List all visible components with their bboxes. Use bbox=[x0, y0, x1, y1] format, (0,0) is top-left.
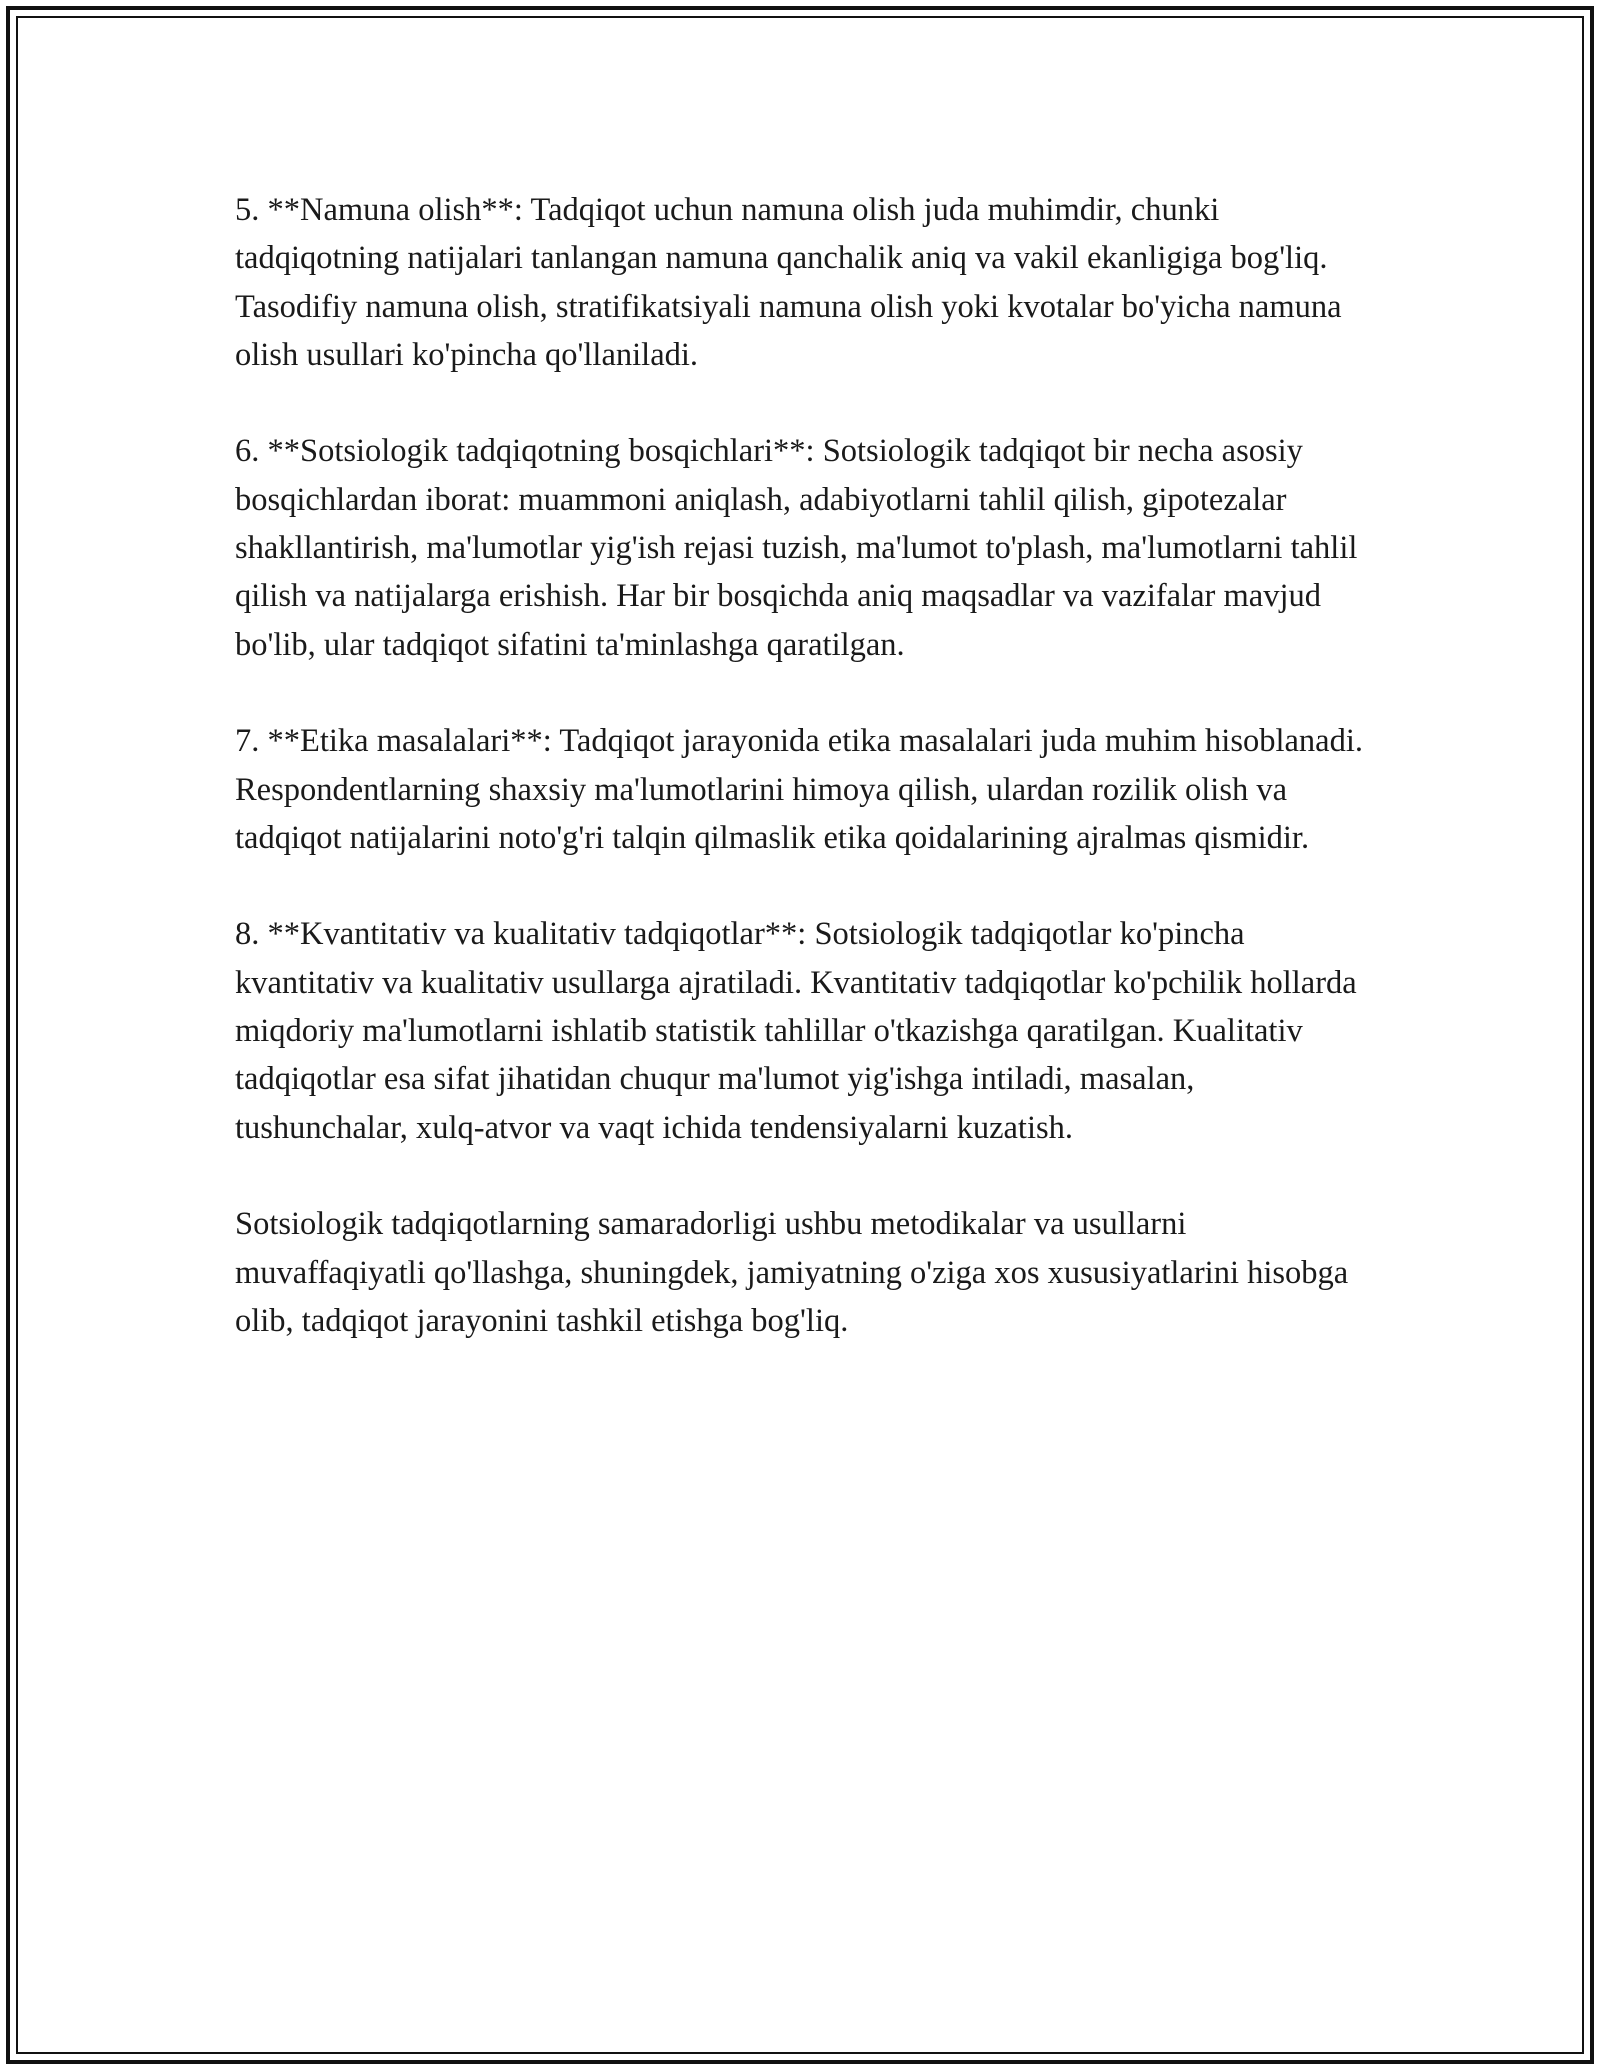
paragraph-tadqiqot-bosqichlari: 6. **Sotsiologik tadqiqotning bosqichlari**: Sotsiologik tadqiqot bir necha asosiy bosqichlardan iborat: muammoni aniqlash, adabiyotlarni tahlil qilish, gipotezalar shakllantirish, ma'lumotlar yig'ish rejasi tuzish, ma'lumot to'plash, ma'lumotlarni tahlil qilish va natijalarga erishish. Har bir bosqichda aniq maqsadlar va vazifalar mavjud bo'lib, ular tadqiqot sifatini ta'minlashga qaratilgan. bbox=[235, 433, 1358, 663]
paragraph-etika-masalalari: 7. **Etika masalalari**: Tadqiqot jarayonida etika masalalari juda muhim hisoblanadi. Respondentlarning shaxsiy ma'lumotlarini himoya qilish, ulardan rozilik olish va tadqiqot natijalarini noto'g'ri talqin qilmaslik etika qoidalarining ajralmas qismidir. bbox=[235, 723, 1363, 856]
paragraph-kvantitativ-kualitativ: 8. **Kvantitativ va kualitativ tadqiqotlar**: Sotsiologik tadqiqotlar ko'pincha kvantitativ va kualitativ usullarga ajratiladi. Kvantitativ tadqiqotlar ko'pchilik hollarda miqdoriy ma'lumotlarni ishlatib statistik tahlillar o'tkazishga qaratilgan. Kualitativ tadqiqotlar esa sifat jihatidan chuqur ma'lumot yig'ishga intiladi, masalan, tushunchalar, xulq-atvor va vaqt ichida tendensiyalarni kuzatish. bbox=[235, 916, 1357, 1146]
document-body bbox=[235, 186, 1375, 1393]
paragraph-conclusion: Sotsiologik tadqiqotlarning samaradorligi ushbu metodikalar va usullarni muvaffaqiyatli qo'llashga, shuningdek, jamiyatning o'ziga xos xususiyatlarini hisobga olib, tadqiqot jarayonini tashkil etishga bog'liq. bbox=[235, 1206, 1349, 1339]
paragraph-namuna-olish: 5. **Namuna olish**: Tadqiqot uchun namuna olish juda muhimdir, chunki tadqiqotning natijalari tanlangan namuna qanchalik aniq va vakil ekanligiga bog'liq. Tasodifiy namuna olish, stratifikatsiyali namuna olish yoki kvotalar bo'yicha namuna olish usullari ko'pincha qo'llaniladi. bbox=[235, 192, 1342, 373]
